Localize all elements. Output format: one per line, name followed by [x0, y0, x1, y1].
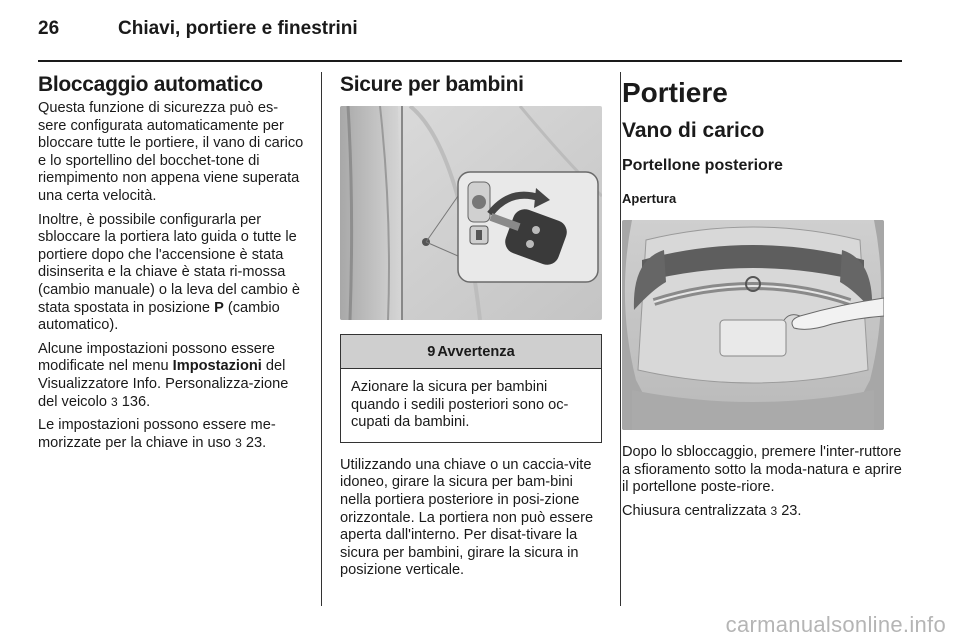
column-middle: [340, 68, 602, 580]
tailgate-illustration: [622, 220, 884, 430]
warning-header: [341, 335, 601, 369]
paragraph: Le impostazioni possono essere me-morizzate per la chiave in uso 3 23.: [38, 417, 276, 451]
warning-text: Azionare la sicura per bambini quando i sedili posteriori sono oc-cupati da bambini.: [351, 379, 569, 431]
reference-arrow-icon: 3: [111, 394, 118, 409]
watermark: carmanualsonline.info: [725, 612, 946, 637]
column-divider-2: [620, 72, 621, 606]
column-right: [622, 68, 902, 520]
section-heading-doors: Portiere: [622, 77, 728, 108]
child-lock-illustration: [340, 106, 602, 320]
paragraph: Questa funzione di sicurezza può es-sere configurata automaticamente per bloccare tutte le portiere, il vano di carico e lo sportellino del bocchet-tone di riempimento non appena viene superata una certa velocità.: [38, 100, 304, 204]
section-heading-child-locks: Sicure per bambini: [340, 73, 524, 96]
page-number: 26: [38, 18, 60, 39]
page-header: [38, 18, 900, 44]
paragraph: Chiusura centralizzata 3 23.: [622, 502, 802, 519]
column-divider-1: [321, 72, 322, 606]
chapter-title: Chiavi, portiere e finestrini: [118, 18, 358, 39]
reference-arrow-icon: 3: [235, 435, 242, 450]
column-left: [38, 68, 306, 452]
paragraph: Inoltre, è possibile configurarla per sbloccare la portiera lato guida o tutte le portiere dopo che l'accensione è stata disinserita e la chiave è stata ri-mossa (cambio manuale) o la leva del cambio è stata spostata in posizione P (cambio automatico).: [38, 211, 301, 334]
warning-triangle-icon: 9: [427, 343, 436, 360]
subheading-load-compartment: Vano di carico: [622, 119, 765, 142]
subheading-tailgate: Portellone posteriore: [622, 157, 783, 174]
header-rule: [38, 60, 902, 62]
section-heading-auto-lock: Bloccaggio automatico: [38, 73, 263, 96]
paragraph: Dopo lo sbloccaggio, premere l'inter-ruttore a sfioramento sotto la moda-natura e aprire il portellone poste-riore.: [622, 444, 902, 496]
warning-title: Avvertenza: [437, 343, 515, 360]
paragraph: Utilizzando una chiave o un caccia-vite idoneo, girare la sicura per bam-bini nella portiera posteriore in posi-zione orizzontale. La portiera non può essere aperta dall'interno. Per disat-tivare la sicura per bambini, girare la sicura in posizione verticale.: [340, 456, 594, 579]
warning-box: [340, 334, 602, 443]
subheading-opening: Apertura: [622, 191, 677, 206]
reference-arrow-icon: 3: [770, 503, 778, 518]
paragraph: Alcune impostazioni possono essere modificate nel menu Impostazioni del Visualizzatore Info. Personalizza-zione del veicolo 3 136.: [38, 340, 289, 410]
